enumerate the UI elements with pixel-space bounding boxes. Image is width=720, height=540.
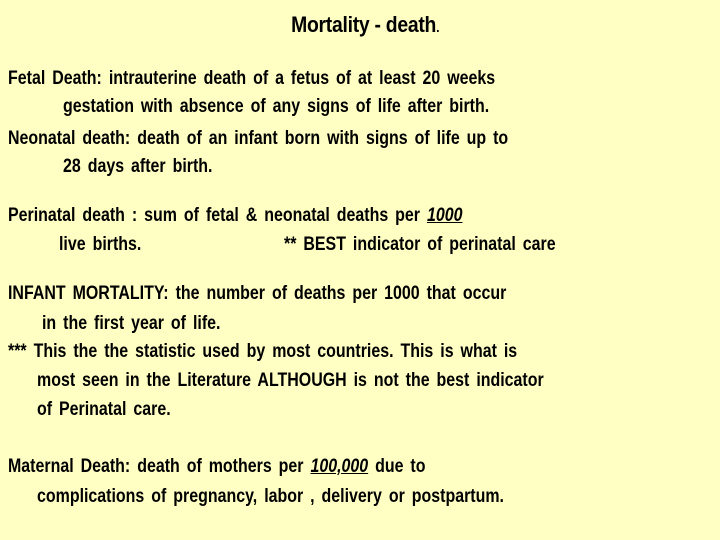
neonatal-death-line-2: 28 days after birth. xyxy=(63,156,213,177)
infant-mortality-line-5: of Perinatal care. xyxy=(37,399,171,420)
maternal-death-line-2: complications of pregnancy, labor , delivery or postpartum. xyxy=(37,486,504,507)
maternal-death-text: Maternal Death: death of mothers per xyxy=(8,456,311,477)
neonatal-death-line-1: Neonatal death: death of an infant born with signs of life up to xyxy=(8,128,509,149)
slide-title-period: . xyxy=(436,19,440,35)
maternal-per-100000: 100,000 xyxy=(310,456,369,477)
maternal-due-to: due to xyxy=(368,456,426,477)
perinatal-death-text: Perinatal death : sum of fetal & neonatal deaths per xyxy=(8,205,427,226)
perinatal-best-indicator: ** BEST indicator of perinatal care xyxy=(284,234,556,255)
perinatal-death-line-2a: live births. xyxy=(59,234,142,255)
infant-mortality-line-4: most seen in the Literature ALTHOUGH is not the best indicator xyxy=(37,370,544,391)
infant-mortality-line-1: INFANT MORTALITY: the number of deaths per 1000 that occur xyxy=(8,283,507,304)
slide-title-text: Mortality - death xyxy=(291,12,437,37)
infant-mortality-line-2: in the first year of life. xyxy=(42,313,221,334)
slide-title xyxy=(48,12,682,38)
infant-mortality-line-3: *** This the the statistic used by most countries. This is what is xyxy=(8,341,518,362)
perinatal-death-line-1 xyxy=(8,205,462,227)
fetal-death-line-1: Fetal Death: intrauterine death of a fetus of at least 20 weeks xyxy=(8,68,496,89)
maternal-death-line-1 xyxy=(8,456,426,478)
perinatal-per-1000: 1000 xyxy=(426,205,463,226)
fetal-death-line-2: gestation with absence of any signs of life after birth. xyxy=(63,96,490,117)
